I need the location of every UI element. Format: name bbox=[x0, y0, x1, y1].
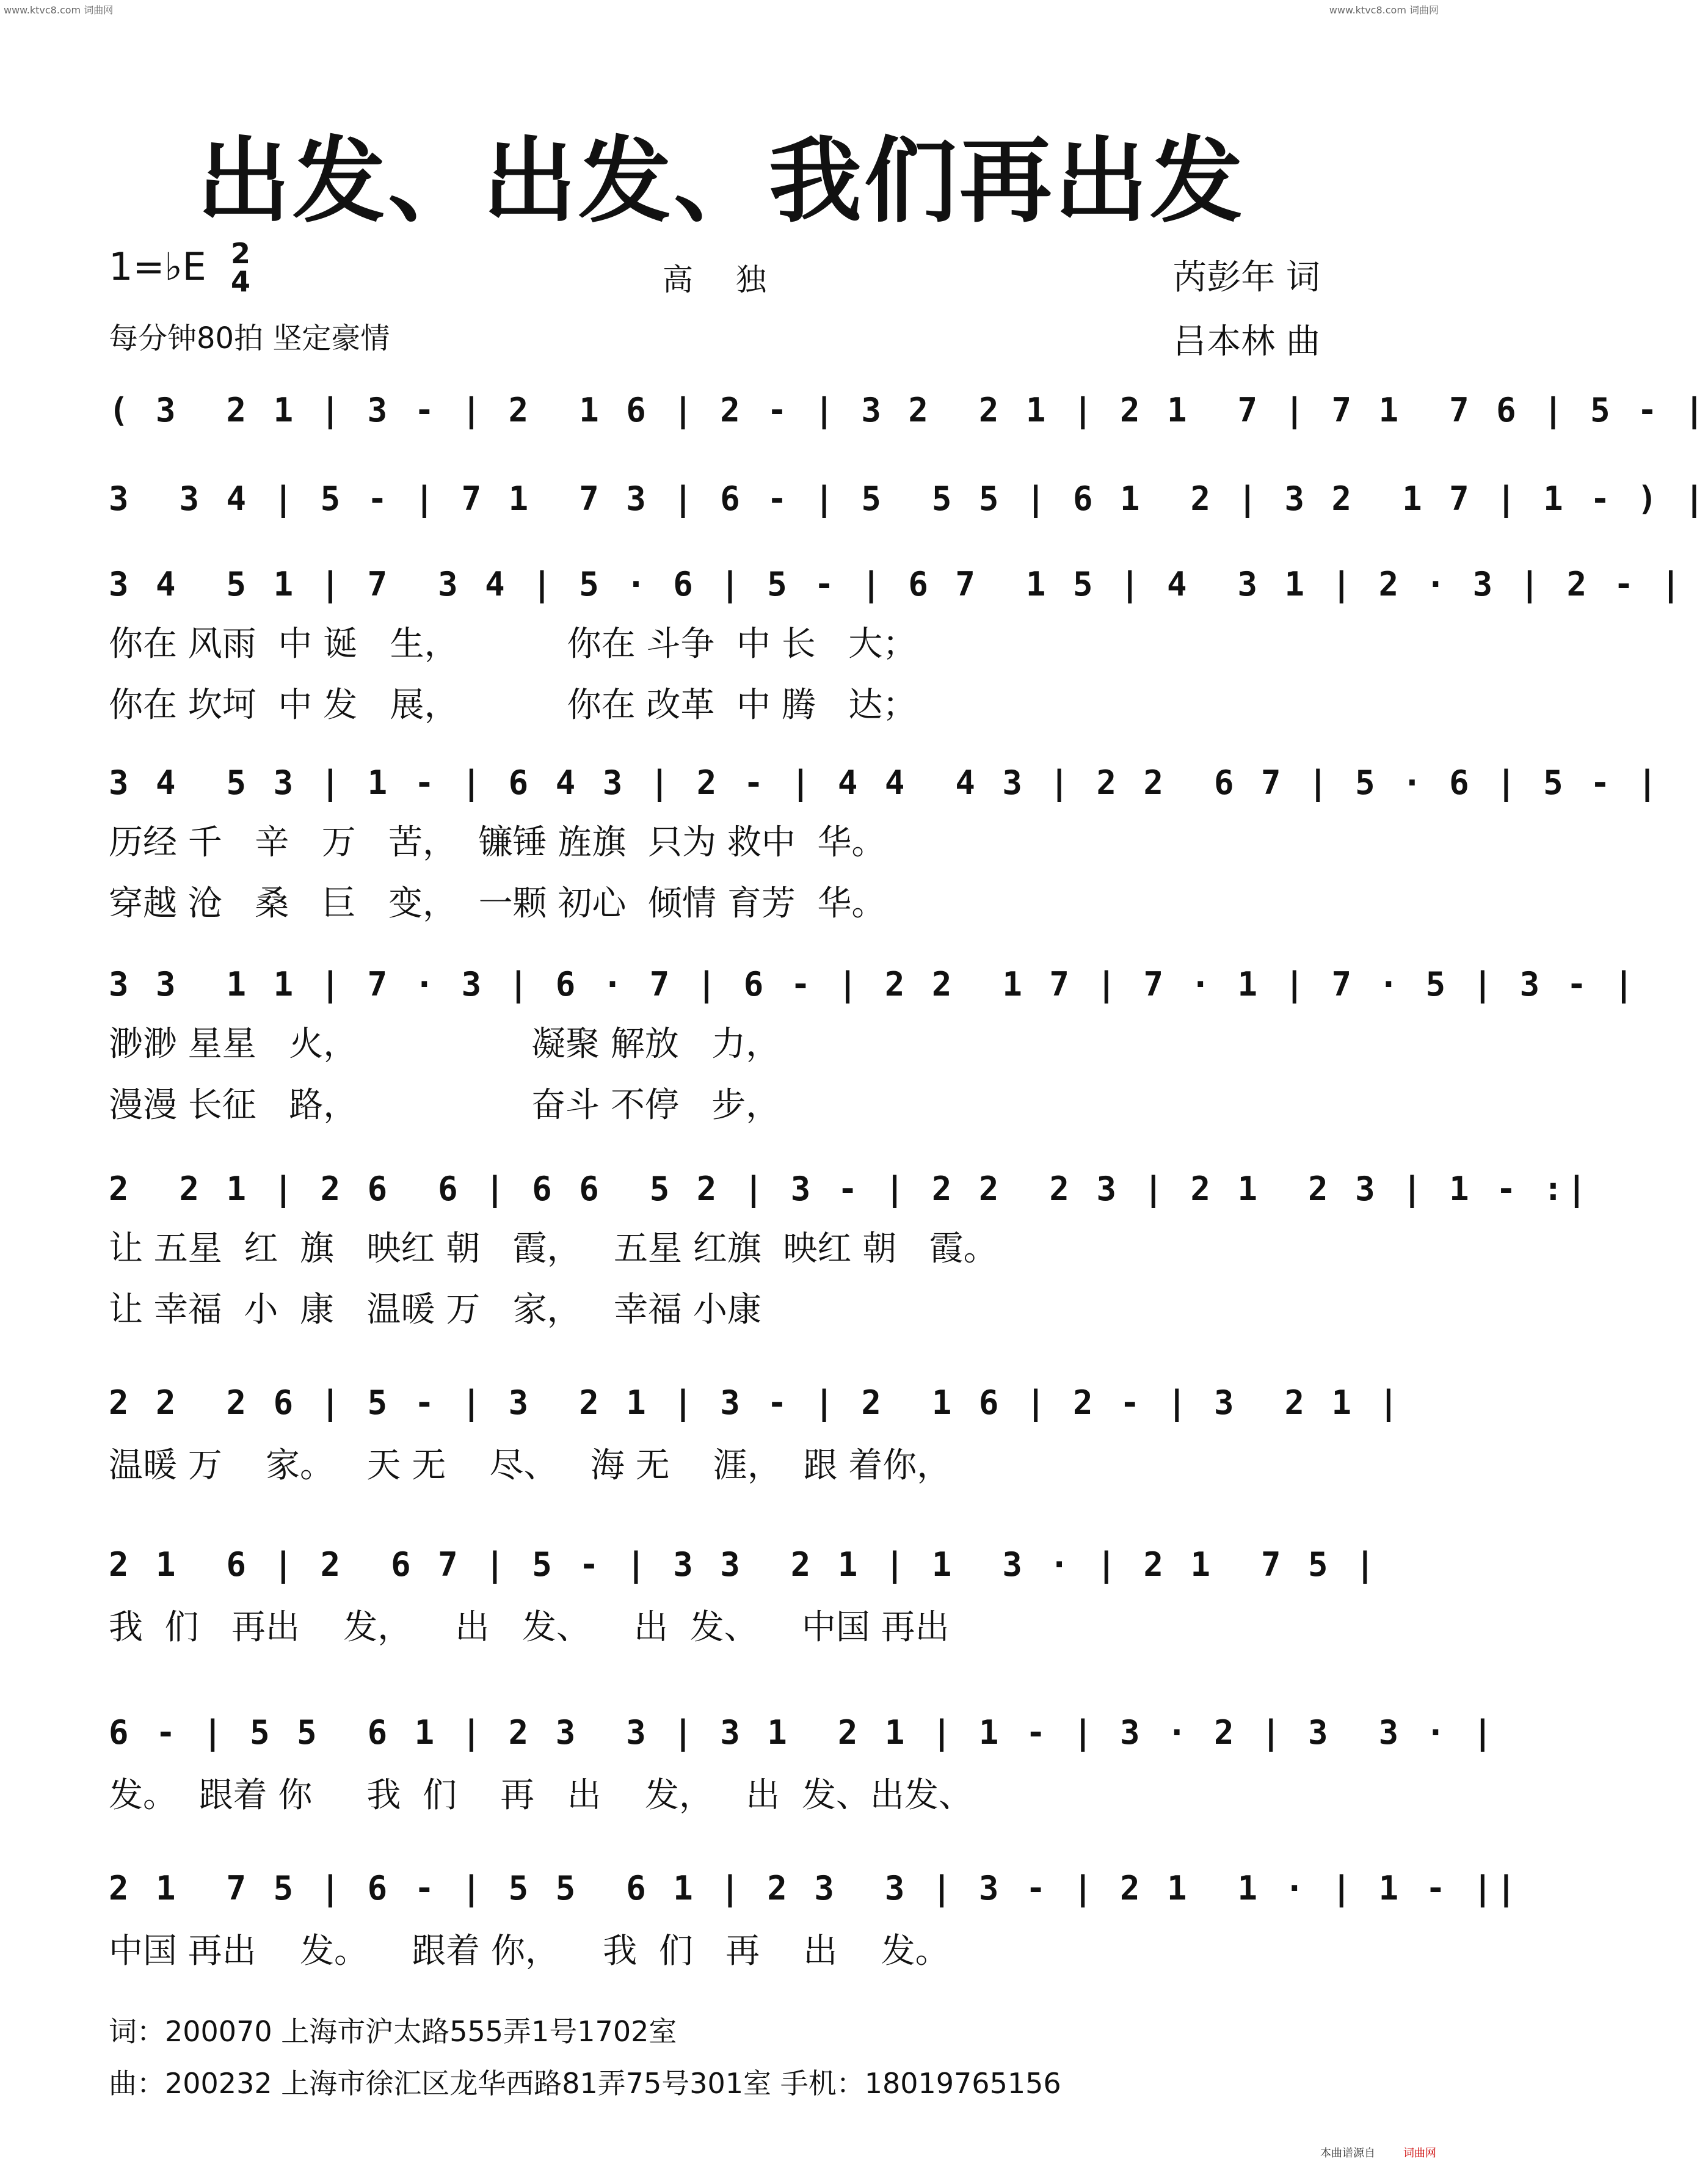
notation-line-10: 2 1 7 5 | 6 - | 5 5 6 1 | 2 3 3 | 3 - | 2 1 1 · | 1 - || bbox=[109, 1869, 1520, 1907]
lyric-line-9: 发。 跟着 你 我 们 再 出 发， 出 发、出发、 bbox=[109, 1776, 973, 1815]
notation-line-7: 2 2 2 6 | 5 - | 3 2 1 | 3 - | 2 1 6 | 2 - | 3 2 1 | bbox=[109, 1383, 1403, 1422]
site-header-left: www.ktvc8.com 词曲网 bbox=[4, 4, 114, 16]
composer-address: 曲：200232 上海市徐汇区龙华西路81弄75号301室 手机：18019765156 bbox=[109, 2067, 1061, 2100]
lyric-line-5-verse-2: 漫漫 长征 路， 奋斗 不停 步， bbox=[109, 1085, 780, 1125]
notation-line-2: 3 3 4 | 5 - | 7 1 7 3 | 6 - | 5 5 5 | 6 1 2 | 3 2 1 7 | 1 - ) | bbox=[109, 479, 1708, 518]
notation-line-1: ( 3 2 1 | 3 - | 2 1 6 | 2 - | 3 2 2 1 | 2 1 7 | 7 1 7 6 | 5 - | bbox=[109, 391, 1708, 429]
lyric-line-4-verse-1: 历经 千 辛 万 苦， 镰锤 旌旗 只为 救中 华。 bbox=[109, 823, 886, 862]
tempo-marking: 每分钟80拍 坚定豪情 bbox=[109, 321, 390, 355]
lyric-line-7: 温暖 万 家。 天 无 尽、 海 无 涯， 跟 着你， bbox=[109, 1446, 951, 1485]
lyric-line-8: 我 们 再出 发， 出 发、 出 发、 中国 再出 bbox=[109, 1608, 950, 1647]
source-stamp-logo: 词曲网 bbox=[1403, 2147, 1436, 2160]
lyric-line-3-verse-1: 你在 风雨 中 诞 生， 你在 斗争 中 长 大； bbox=[109, 624, 917, 664]
lyric-line-3-verse-2: 你在 坎坷 中 发 展， 你在 改革 中 腾 达； bbox=[109, 685, 917, 725]
lyric-line-4-verse-2: 穿越 沧 桑 巨 变， 一颗 初心 倾情 育芳 华。 bbox=[109, 884, 886, 924]
composer-credit: 吕本林 曲 bbox=[1172, 322, 1320, 362]
notation-line-5: 3 3 1 1 | 7 · 3 | 6 · 7 | 6 - | 2 2 1 7 | 7 · 1 | 7 · 5 | 3 - | bbox=[109, 965, 1638, 1004]
site-header-right: www.ktvc8.com 词曲网 bbox=[1329, 4, 1439, 16]
lyricist-credit: 芮彭年 词 bbox=[1172, 258, 1320, 297]
notation-line-4: 3 4 5 3 | 1 - | 6 4 3 | 2 - | 4 4 4 3 | 2 2 6 7 | 5 · 6 | 5 - | bbox=[109, 763, 1661, 802]
lyric-line-10: 中国 再出 发。 跟着 你， 我 们 再 出 发。 bbox=[109, 1931, 950, 1971]
time-signature-bottom: 4 bbox=[231, 265, 251, 298]
notation-line-8: 2 1 6 | 2 6 7 | 5 - | 3 3 2 1 | 1 3 · | 2 1 7 5 | bbox=[109, 1545, 1379, 1584]
notation-line-6: 2 2 1 | 2 6 6 | 6 6 5 2 | 3 - | 2 2 2 3 | 2 1 2 3 | 1 - :| bbox=[109, 1170, 1591, 1208]
notation-line-9: 6 - | 5 5 6 1 | 2 3 3 | 3 1 2 1 | 1 - | 3 · 2 | 3 3 · | bbox=[109, 1713, 1497, 1752]
source-stamp-text: 本曲谱源自 bbox=[1320, 2147, 1375, 2160]
song-title: 出发、出发、我们再出发 bbox=[197, 127, 1245, 235]
key-signature: 1=♭E bbox=[109, 244, 206, 289]
time-signature bbox=[231, 239, 250, 296]
lyricist-address: 词：200070 上海市沪太路555弄1号1702室 bbox=[109, 2015, 677, 2048]
time-signature-top: 2 bbox=[231, 237, 251, 270]
notation-line-3: 3 4 5 1 | 7 3 4 | 5 · 6 | 5 - | 6 7 1 5 | 4 3 1 | 2 · 3 | 2 - | bbox=[109, 565, 1685, 603]
lyric-line-5-verse-1: 渺渺 星星 火， 凝聚 解放 力， bbox=[109, 1024, 780, 1064]
voice-type: 高独 bbox=[663, 262, 809, 297]
lyric-line-6-verse-1: 让 五星 红 旗 映红 朝 霞， 五星 红旗 映红 朝 霞。 bbox=[109, 1229, 998, 1269]
lyric-line-6-verse-2: 让 幸福 小 康 温暖 万 家， 幸福 小康 bbox=[109, 1290, 761, 1330]
